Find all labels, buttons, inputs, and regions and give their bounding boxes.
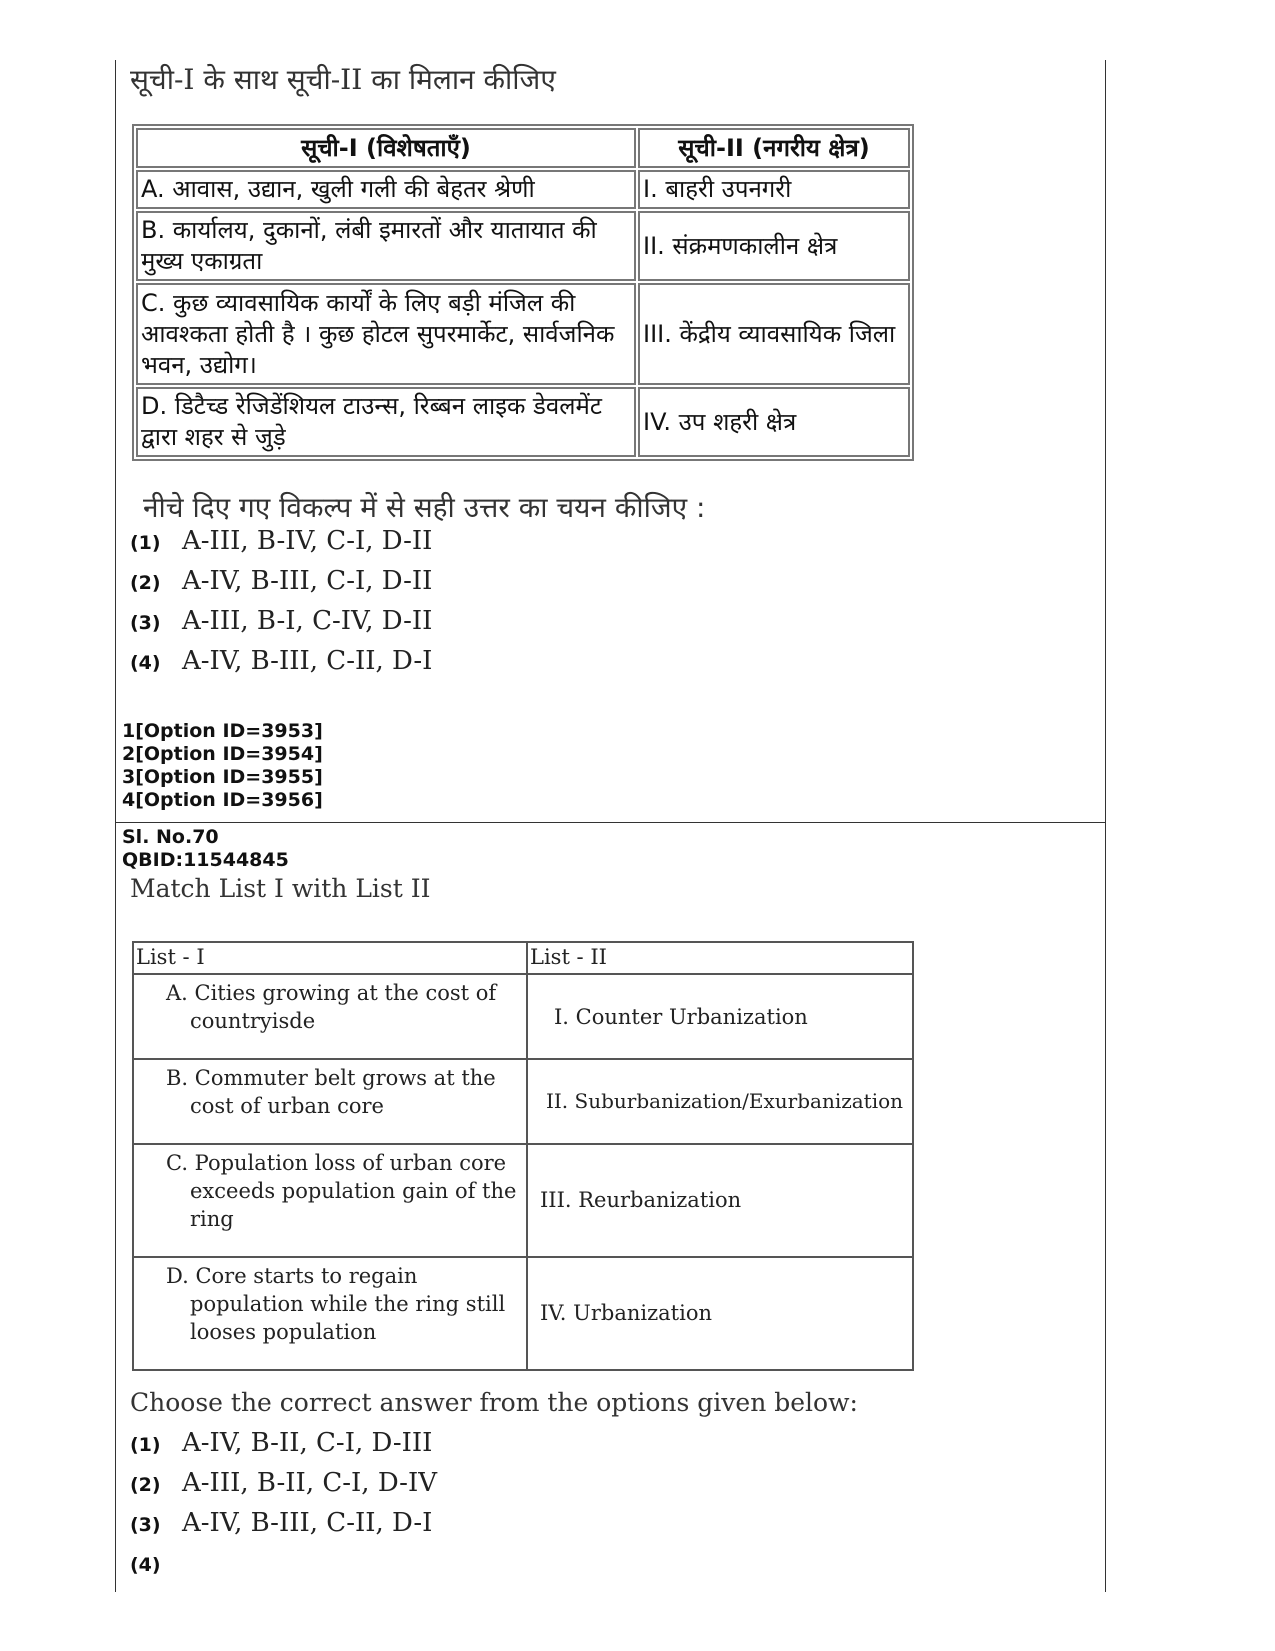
list-2-cell: IV. Urbanization (527, 1257, 913, 1370)
list-2-cell: II. Suburbanization/Exurbanization (527, 1059, 913, 1144)
option-number: (1) (130, 532, 161, 554)
option-text: A-III, B-II, C-I, D-IV (182, 1468, 437, 1498)
list-2-cell: III. केंद्रीय व्यावसायिक जिला (638, 283, 910, 385)
qbid: QBID:11544845 (122, 849, 289, 871)
list-1-header: सूची-I (विशेषताएँ) (136, 128, 636, 168)
right-border (1105, 60, 1106, 1592)
option-number: (2) (130, 572, 161, 594)
table-row (133, 1257, 913, 1370)
table-row (133, 1059, 913, 1144)
table-row (136, 170, 910, 209)
list-1-cell: C. कुछ व्यावसायिक कार्यों के लिए बड़ी मंजिल की आवश्कता होती है । कुछ होटल सुपरमार्केट, सार्वजनिक भवन, उद्योग। (136, 283, 636, 385)
question-divider (115, 822, 1106, 823)
option-id: 3[Option ID=3955] (122, 766, 323, 788)
option-text: A-III, B-I, C-IV, D-II (182, 606, 433, 636)
list-2-header: List - II (527, 942, 913, 974)
q69-instruction: नीचे दिए गए विकल्प में से सही उत्तर का चयन कीजिए : (143, 491, 706, 524)
option-id: 4[Option ID=3956] (122, 789, 323, 811)
option-text: A-IV, B-III, C-II, D-I (182, 646, 433, 676)
list-2-header: सूची-II (नगरीय क्षेत्र) (638, 128, 910, 168)
option-1[interactable] (130, 1428, 432, 1458)
option-number: (1) (130, 1434, 161, 1456)
list-1-cell: D. Core starts to regain population while the ring still looses population (133, 1257, 527, 1370)
option-number: (2) (130, 1474, 161, 1496)
option-text: A-III, B-IV, C-I, D-II (182, 526, 433, 556)
serial-number: Sl. No.70 (122, 826, 219, 848)
list-1-cell: A. आवास, उद्यान, खुली गली की बेहतर श्रेणी (136, 170, 636, 209)
list-1-cell: C. Population loss of urban core exceeds population gain of the ring (133, 1144, 527, 1257)
option-3[interactable] (130, 606, 432, 636)
option-id-list (122, 720, 323, 812)
left-border (115, 60, 116, 1592)
list-1-cell: A. Cities growing at the cost of countryisde (133, 974, 527, 1059)
question-meta (122, 826, 289, 872)
table-header-row (133, 942, 913, 974)
option-text: A-IV, B-III, C-II, D-I (182, 1508, 433, 1538)
option-id: 1[Option ID=3953] (122, 720, 323, 742)
list-2-cell: I. बाहरी उपनगरी (638, 170, 910, 209)
q70-match-table (132, 941, 914, 1371)
option-number: (3) (130, 1514, 161, 1536)
list-2-cell: IV. उप शहरी क्षेत्र (638, 387, 910, 457)
option-number: (3) (130, 612, 161, 634)
list-2-cell: III. Reurbanization (527, 1144, 913, 1257)
option-2[interactable] (130, 566, 432, 596)
list-1-header: List - I (133, 942, 527, 974)
table-row (136, 211, 910, 281)
option-4[interactable] (130, 1548, 182, 1578)
option-number: (4) (130, 652, 161, 674)
list-2-cell: II. संक्रमणकालीन क्षेत्र (638, 211, 910, 281)
q69-match-table (132, 124, 914, 461)
table-header-row (136, 128, 910, 168)
list-1-cell: B. कार्यालय, दुकानों, लंबी इमारतों और यातायात की मुख्य एकाग्रता (136, 211, 636, 281)
list-1-cell: D. डिटैच्ड रेजिडेंशियल टाउन्स, रिब्बन लाइक डेवलमेंट द्वारा शहर से जुड़े (136, 387, 636, 457)
option-number: (4) (130, 1554, 161, 1576)
table-row (133, 1144, 913, 1257)
option-id: 2[Option ID=3954] (122, 743, 323, 765)
option-text: A-IV, B-II, C-I, D-III (182, 1428, 433, 1458)
option-4[interactable] (130, 646, 432, 676)
option-3[interactable] (130, 1508, 432, 1538)
table-row (136, 387, 910, 457)
table-row (133, 974, 913, 1059)
option-1[interactable] (130, 526, 432, 556)
q69-heading: सूची-I के साथ सूची-II का मिलान कीजिए (130, 63, 556, 96)
list-1-cell: B. Commuter belt grows at the cost of urban core (133, 1059, 527, 1144)
q70-instruction: Choose the correct answer from the options given below: (130, 1388, 858, 1417)
q70-heading: Match List I with List II (130, 874, 431, 903)
option-text: A-IV, B-III, C-I, D-II (182, 566, 433, 596)
table-row (136, 283, 910, 385)
option-2[interactable] (130, 1468, 437, 1498)
list-2-cell: I. Counter Urbanization (527, 974, 913, 1059)
